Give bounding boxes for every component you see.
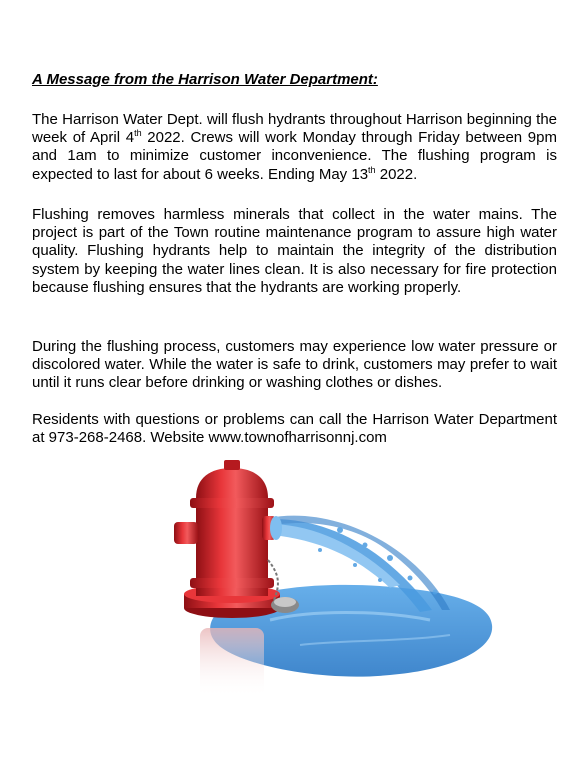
notice-heading: A Message from the Harrison Water Department: [32, 71, 378, 88]
paragraph-flushing-schedule [32, 111, 557, 184]
ordinal-suffix-1: th [134, 128, 142, 139]
schedule-text-3: 2022. [375, 165, 418, 183]
schedule-text-1: The Harrison Water Dept. will flush hydrants throughout Harrison beginning the week of April 4 [32, 111, 557, 147]
paragraph-flushing-purpose: Flushing removes harmless minerals that collect in the water mains. The project is part of the Town routine maintenance program to assure high water quality. Flushing hydrants help to maintain the integrity of the distribution system by keeping the water lines clean. It is also necessary for fire protection because flushing ensures that the hydrants are working properly. [32, 206, 557, 296]
fire-hydrant-flushing-icon [150, 460, 500, 715]
paragraph-customer-impact: During the flushing process, customers may experience low water pressure or discolored water. While the water is safe to drink, customers may prefer to wait until it runs clear before drinking or washing clothes or dishes. [32, 338, 557, 392]
paragraph-contact-info: Residents with questions or problems can call the Harrison Water Department at 973-268-2468. Website www.townofharrisonnj.com [32, 411, 557, 447]
ordinal-suffix-2: th [368, 164, 376, 175]
schedule-text-2: 2022. Crews will work Monday through Friday between 9pm and 1am to minimize customer inconvenience. The flushing program is expected to last for about 6 weeks. Ending May 13 [32, 129, 557, 183]
